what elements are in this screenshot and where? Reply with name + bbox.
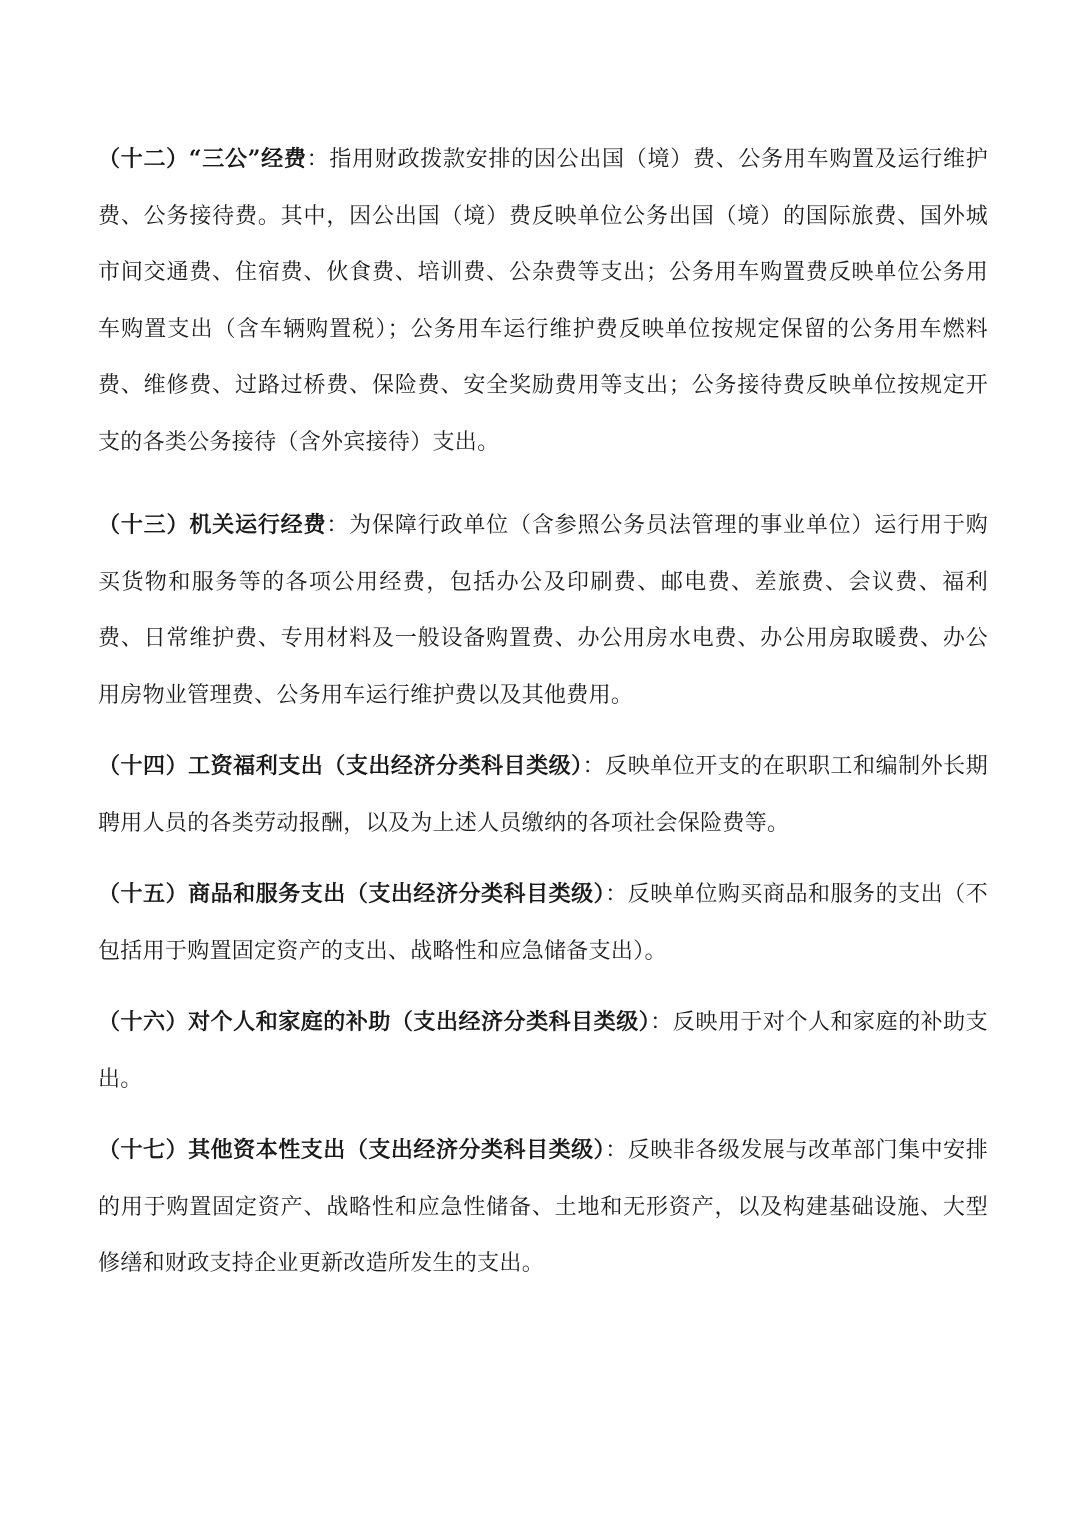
- document-page: [98, 131, 988, 1293]
- paragraph-17-text: ：反映非各级发展与改革部门集中安排的用于购置固定资产、战略性和应急性储备、土地和无形资产，以及构建基础设施、大型修缮和财政支持企业更新改造所发生的支出。: [98, 1138, 988, 1276]
- paragraph-17-heading: （十七）其他资本性支出（支出经济分类科目类级）: [98, 1137, 606, 1163]
- paragraph-16-text: ：反映用于对个人和家庭的补助支出。: [98, 1010, 988, 1092]
- paragraph-13-text: ：为保障行政单位（含参照公务员法管理的事业单位）运行用于购买货物和服务等的各项公用经费，包括办公及印刷费、邮电费、差旅费、会议费、福利费、日常维护费、专用材料及一般设备购置费、办公用房水电费、办公用房取暖费、办公用房物业管理费、公务用车运行维护费以及其他费用。: [98, 513, 988, 708]
- paragraph-15-text: ：反映单位购买商品和服务的支出（不包括用于购置固定资产的支出、战略性和应急储备支出）。: [98, 882, 988, 964]
- paragraph-13-heading: （十三）机关运行经费: [98, 512, 327, 538]
- paragraph-13: [98, 497, 988, 724]
- paragraph-17: [98, 1122, 988, 1293]
- paragraph-14-heading: （十四）工资福利支出（支出经济分类科目类级）: [98, 753, 583, 779]
- paragraph-16-heading: （十六）对个人和家庭的补助（支出经济分类科目类级）: [98, 1009, 651, 1035]
- paragraph-14: [98, 738, 988, 852]
- paragraph-15-heading: （十五）商品和服务支出（支出经济分类科目类级）: [98, 881, 606, 907]
- paragraph-12-text: ：指用财政拨款安排的因公出国（境）费、公务用车购置及运行维护费、公务接待费。其中，因公出国（境）费反映单位公务出国（境）的国际旅费、国外城市间交通费、住宿费、伙食费、培训费、公杂费等支出；公务用车购置费反映单位公务用车购置支出（含车辆购置税）；公务用车运行维护费反映单位按规定保留的公务用车燃料费、维修费、过路过桥费、保险费、安全奖励费用等支出；公务接待费反映单位按规定开支的各类公务接待（含外宾接待）支出。: [98, 147, 988, 455]
- paragraph-16: [98, 994, 988, 1108]
- paragraph-12-heading: （十二）“三公”经费: [98, 146, 307, 172]
- paragraph-15: [98, 866, 988, 980]
- paragraph-14-text: ：反映单位开支的在职职工和编制外长期聘用人员的各类劳动报酬，以及为上述人员缴纳的各项社会保险费等。: [98, 754, 988, 836]
- paragraph-12: [98, 131, 988, 471]
